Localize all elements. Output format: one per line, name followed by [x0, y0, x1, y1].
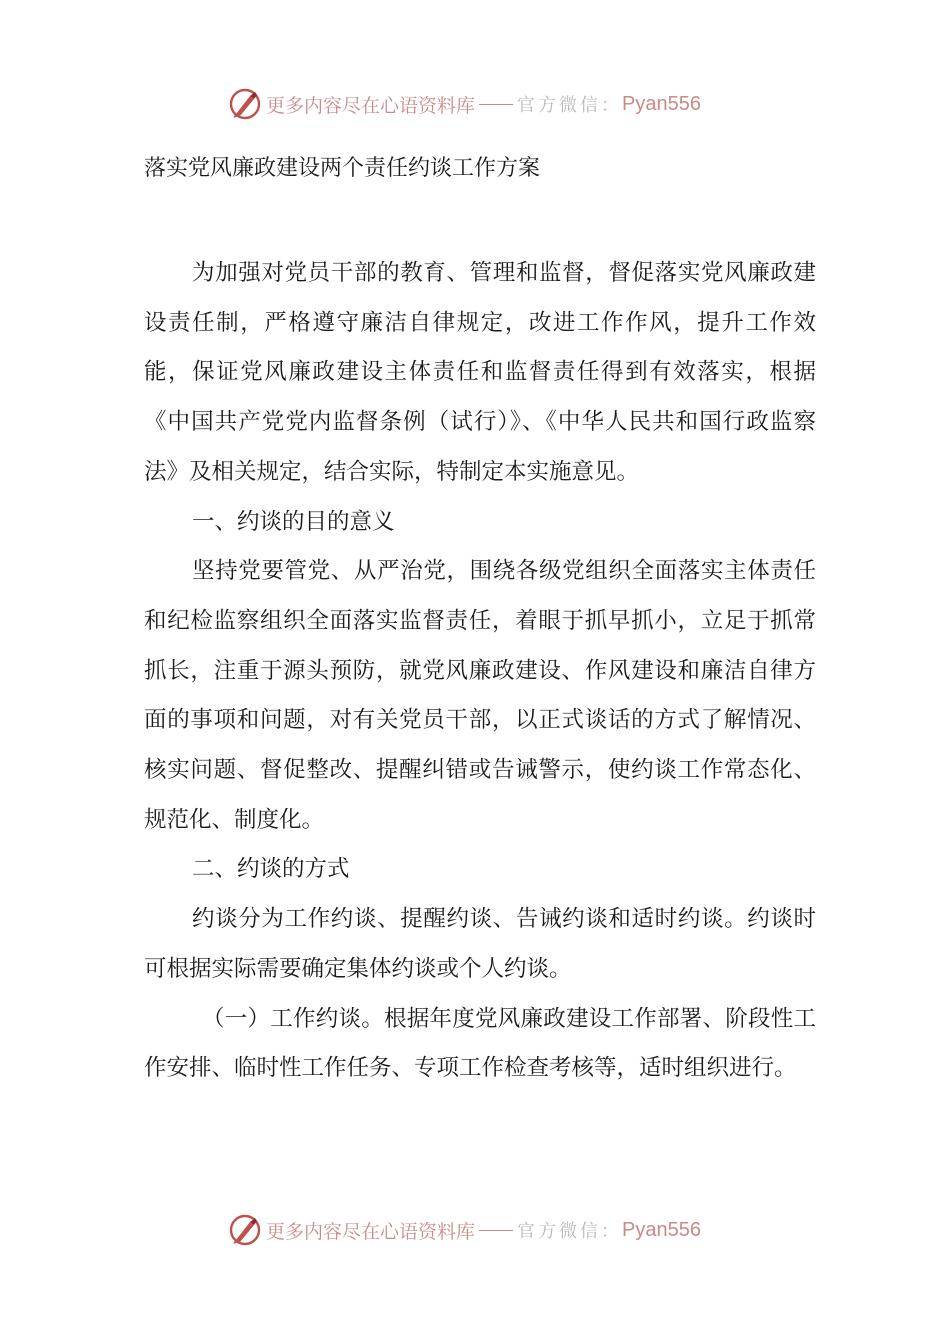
- banner-wechat-id: Pyan556: [622, 1218, 701, 1241]
- work-interview-paragraph: （一）工作约谈。根据年度党风廉政建设工作部署、阶段性工作安排、临时性工作任务、专项工作检查考核等，适时组织进行。: [144, 1005, 816, 1082]
- intro-paragraph: 为加强对党员干部的教育、管理和监督，督促落实党风廉政建设责任制，严格遵守廉洁自律规定，改进工作作风，提升工作效能，保证党风廉政建设主体责任和监督责任得到有效落实，根据《中国共产党党内监督条例（试行）》、《中华人民共和国行政监察法》及相关规定，结合实际，特制定本实施意见。: [144, 260, 816, 485]
- section-heading-methods: 二、约谈的方式: [192, 856, 350, 883]
- methods-paragraph: 约谈分为工作约谈、提醒约谈、告诫约谈和适时约谈。约谈时可根据实际需要确定集体约谈或个人约谈。: [144, 906, 816, 982]
- document-body: [144, 249, 816, 1094]
- pen-logo-icon: [228, 1213, 262, 1247]
- section-heading-purpose: 一、约谈的目的意义: [192, 508, 395, 535]
- banner-dash: [479, 104, 513, 105]
- purpose-paragraph: 坚持党要管党、从严治党，围绕各级党组织全面落实主体责任和纪检监察组织全面落实监督责任，着眼于抓早抓小，立足于抓常抓长，注重于源头预防，就党风廉政建设、作风建设和廉洁自律方面的事项和问题，对有关党员干部，以正式谈话的方式了解情况、核实问题、督促整改、提醒纠错或告诫警示，使约谈工作常态化、规范化、制度化。: [144, 558, 816, 833]
- document-title: 落实党风廉政建设两个责任约谈工作方案: [144, 156, 541, 181]
- banner-text: 更多内容尽在心语资料库: [266, 1220, 476, 1243]
- banner-dash: [479, 1230, 513, 1231]
- footer-banner: [228, 1210, 701, 1250]
- banner-text: 更多内容尽在心语资料库: [266, 94, 476, 117]
- pen-logo-icon: [228, 87, 262, 121]
- banner-wechat-id: Pyan556: [622, 92, 701, 115]
- header-banner: [228, 84, 701, 124]
- banner-label: 官方微信：: [517, 95, 623, 116]
- banner-label: 官方微信：: [517, 1221, 623, 1242]
